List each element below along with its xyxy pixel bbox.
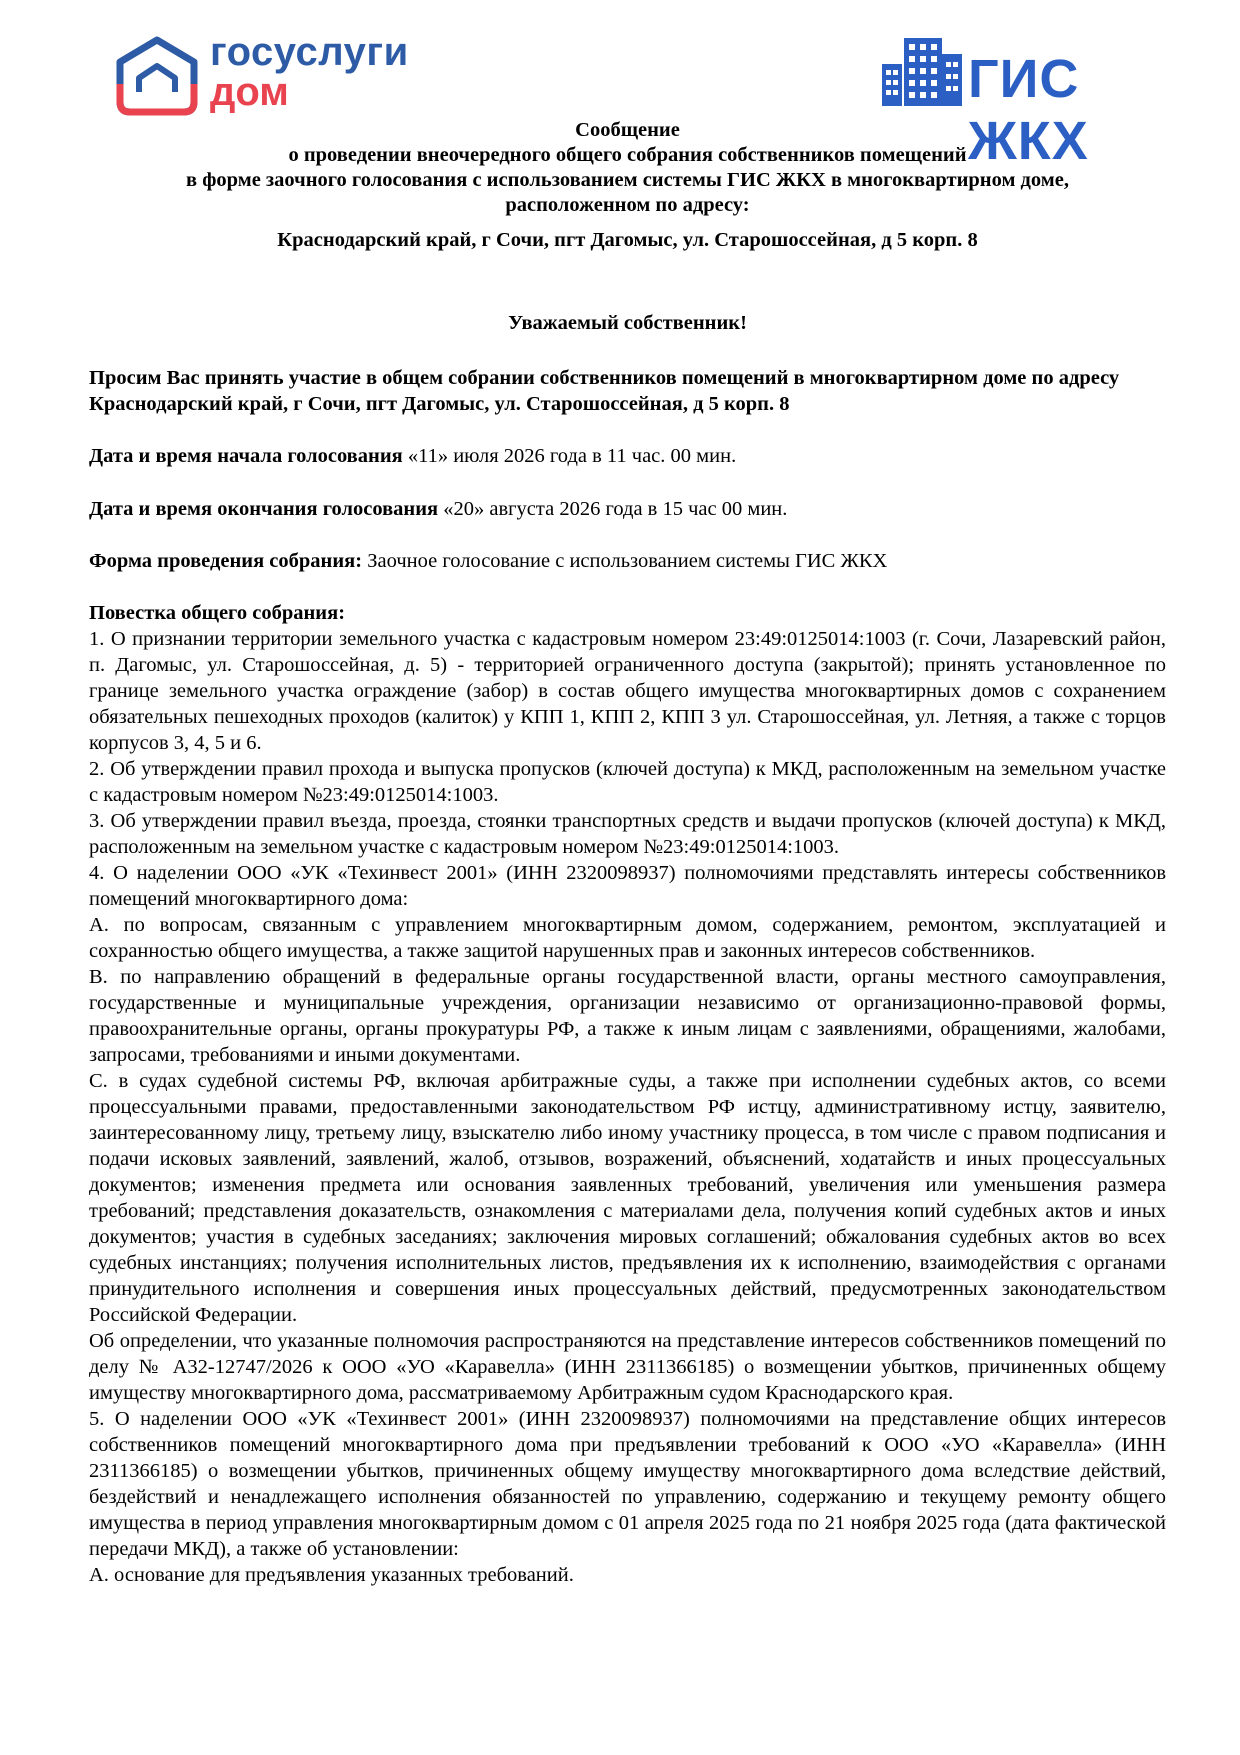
heading-line-4: расположенном по адресу: bbox=[505, 194, 750, 216]
gis-zhkh-logo bbox=[880, 34, 1170, 171]
meeting-form-value: Заочное голосование с использованием системы ГИС ЖКХ bbox=[362, 550, 888, 572]
voting-end-value: «20» августа 2026 года в 15 час 00 мин. bbox=[438, 498, 788, 520]
voting-start bbox=[89, 443, 1166, 469]
heading-line-1: Сообщение bbox=[575, 119, 680, 141]
voting-end bbox=[89, 496, 1166, 522]
agenda-item: С. в судах судебной системы РФ, включая арбитражные суды, а также при исполнении судебных актов, со всеми процессуальными правами, предоставленными законодательством РФ истцу, административному истцу, заявителю, заинтересованному лицу, третьему лицу, взыскателю либо иному участнику процесса, в том числе с правом подписания и подачи исковых заявлений, заявлений, жалоб, отзывов, возражений, объяснений, ходатайств и иных процессуальных документов; изменения предмета или основания заявленных требований, увеличения или уменьшения размера требований; представления доказательств, ознакомления с материалами дела, получения копий судебных актов и иных документов; участия в судебных заседаниях; заключения мировых соглашений; обжалования судебных актов во всех судебных инстанциях; получения исполнительных листов, предъявления их к исполнению, взаимодействия с органами принудительного исполнения и совершения иных процессуальных действий, предусмотренных законодательством Российской Федерации. bbox=[89, 1070, 1166, 1326]
agenda-item: В. по направлению обращений в федеральные органы государственной власти, органы местного самоуправления, государственные и муниципальные учреждения, организации независимо от организационно-правовой формы, правоохранительные органы, органы прокуратуры РФ, а также к иным лицам с заявлениями, обращениями, жалобами, запросами, требованиями и иными документами. bbox=[89, 966, 1166, 1066]
invite-paragraph: Просим Вас принять участие в общем собрании собственников помещений в многоквартирном доме по адресу Краснодарский край, г Сочи, пгт Дагомыс, ул. Старошоссейная, д 5 корп. 8 bbox=[89, 367, 1120, 415]
agenda-item: 4. О наделении ООО «УК «Техинвест 2001» (ИНН 2320098937) полномочиями представлять интересы собственников помещений многоквартирного дома: bbox=[89, 862, 1166, 910]
agenda-item: Об определении, что указанные полномочия распространяются на представление интересов собственников помещений по делу № А32-12747/2026 к ООО «УО «Каравелла» (ИНН 2311366185) о возмещении убытков, причиненных общему имуществу многоквартирного дома, рассматриваемому Арбитражным судом Краснодарского края. bbox=[89, 1330, 1166, 1404]
agenda bbox=[89, 600, 1166, 1588]
building-icon bbox=[880, 34, 964, 108]
meeting-form bbox=[89, 548, 1166, 574]
agenda-item: А. по вопросам, связанным с управлением многоквартирным домом, содержанием, ремонтом, эксплуатацией и сохранностью общего имущества, а также защитой нарушенных прав и законных интересов собственников. bbox=[89, 914, 1166, 962]
heading-line-2: о проведении внеочередного общего собрания собственников помещений bbox=[288, 144, 967, 166]
voting-start-label: Дата и время начала голосования bbox=[89, 445, 403, 467]
document-heading bbox=[90, 118, 1165, 253]
agenda-item: 1. О признании территории земельного участка с кадастровым номером 23:49:0125014:1003 (г. Сочи, Лазаревский район, п. Дагомыс, ул. Старошоссейная, д. 5) - территорией ограниченного доступа (закрытой); принять установленное по границе земельного участка ограждение (забор) в состав общего имущества многоквартирных домов с сохранением обязательных пешеходных проходов (калиток) у КПП 1, КПП 2, КПП 3 ул. Старошоссейная, ул. Летняя, а также с торцов корпусов 3, 4, 5 и 6. bbox=[89, 628, 1166, 754]
agenda-item: 5. О наделении ООО «УК «Техинвест 2001» (ИНН 2320098937) полномочиями на представление общих интересов собственников помещений многоквартирного дома при предъявлении требований к ООО «УО «Каравелла» (ИНН 2311366185) о возмещении убытков, причиненных общему имуществу многоквартирного дома вследствие действий, бездействий и ненадлежащего исполнения обязанностей по управлению, содержанию и текущему ремонту общего имущества в период управления многоквартирным домом с 01 апреля 2025 года по 21 ноября 2025 года (дата фактической передачи МКД), а также об установлении: bbox=[89, 1408, 1166, 1560]
house-icon bbox=[112, 34, 202, 120]
agenda-item: 3. Об утверждении правил въезда, проезда, стоянки транспортных средств и выдачи пропусков (ключей доступа) к МКД, расположенным на земельном участке с кадастровым номером №23:49:0125014:1003. bbox=[89, 810, 1166, 858]
greeting: Уважаемый собственник! bbox=[508, 312, 747, 334]
meeting-form-label: Форма проведения собрания: bbox=[89, 550, 363, 572]
gis-zhkh-word: ГИС ЖКХ bbox=[968, 49, 1089, 171]
gosuslugi-word: госуслуги bbox=[210, 30, 409, 74]
voting-end-label: Дата и время окончания голосования bbox=[89, 498, 439, 520]
gosuslugi-dom-logo bbox=[112, 30, 412, 120]
voting-start-value: «11» июля 2026 года в 11 час. 00 мин. bbox=[402, 445, 737, 467]
heading-line-3: в форме заочного голосования с использованием системы ГИС ЖКХ в многоквартирном доме, bbox=[186, 169, 1069, 191]
agenda-item: 2. Об утверждении правил прохода и выпуска пропусков (ключей доступа) к МКД, расположенным на земельном участке с кадастровым номером №23:49:0125014:1003. bbox=[89, 758, 1166, 806]
dom-word: дом bbox=[210, 70, 289, 114]
heading-address: Краснодарский край, г Сочи, пгт Дагомыс, ул. Старошоссейная, д 5 корп. 8 bbox=[277, 229, 978, 251]
agenda-title: Повестка общего собрания: bbox=[89, 602, 346, 624]
agenda-item: А. основание для предъявления указанных требований. bbox=[89, 1564, 574, 1586]
